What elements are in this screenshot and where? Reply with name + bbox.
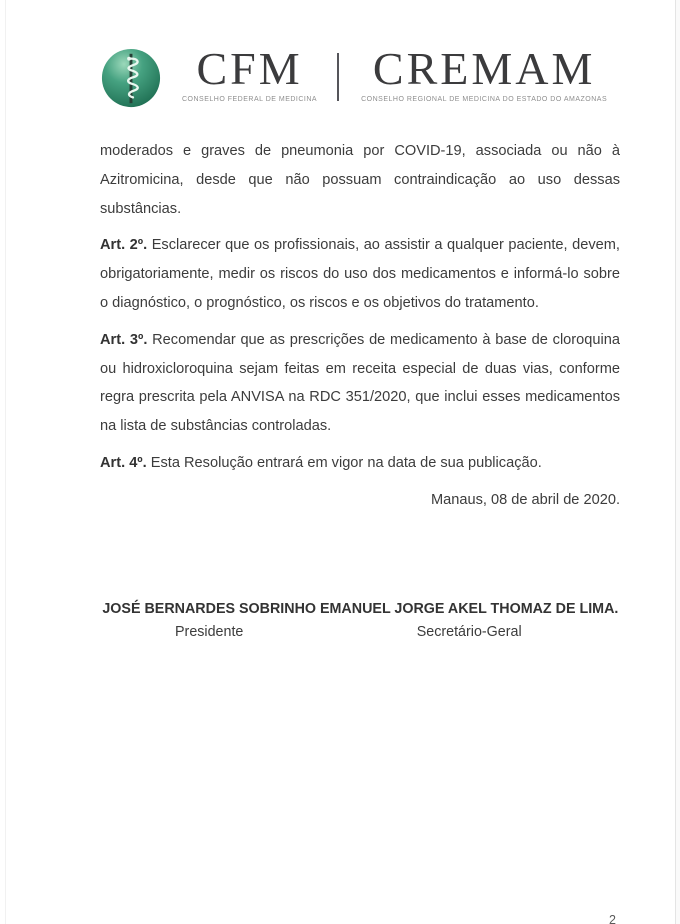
signature-block <box>100 601 620 640</box>
article-label: Art. 4º. <box>100 454 147 471</box>
letterhead-divider <box>337 53 339 101</box>
signature-role: Secretário-Geral <box>416 623 522 640</box>
paragraph-art-4 <box>100 449 620 478</box>
paragraph-art-2 <box>100 231 620 317</box>
letterhead <box>100 45 680 115</box>
scan-margin-right <box>676 0 680 924</box>
rod-of-asclepius-icon <box>100 47 162 109</box>
paragraph-text: Esclarecer que os profissionais, ao assistir a qualquer paciente, devem, obrigatoriamente, medir os riscos do uso dos medicamentos e informá-lo sobre o diagnóstico, o prognóstico, os riscos e os objetivos do tratamento. <box>100 237 620 311</box>
signature-name: EMANUEL JORGE AKEL THOMAZ DE LIMA. <box>319 600 619 617</box>
scan-edge-left <box>5 0 6 924</box>
cremam-acronym: CREMAM <box>372 43 596 94</box>
paragraph-text: moderados e graves de pneumonia por COVID-19, associada ou não à Azitromicina, desde que não possuam contraindicação ao uso dessas substâncias. <box>100 143 620 217</box>
signature-president <box>100 601 318 640</box>
scan-edge-right <box>675 0 676 924</box>
org-cfm <box>182 45 317 103</box>
paragraph-continuation <box>100 137 620 223</box>
cfm-acronym: CFM <box>196 43 303 94</box>
page-number: 2 <box>609 913 616 924</box>
signature-secretary <box>318 601 620 640</box>
article-label: Art. 3º. <box>100 331 148 348</box>
signature-role: Presidente <box>175 623 244 640</box>
document-body <box>0 115 680 640</box>
paragraph-art-3 <box>100 326 620 441</box>
cremam-subtitle: CONSELHO REGIONAL DE MEDICINA DO ESTADO DO AMAZONAS <box>361 96 608 103</box>
cfm-subtitle: CONSELHO FEDERAL DE MEDICINA <box>182 96 318 103</box>
cfm-logo <box>100 47 162 109</box>
org-cremam <box>361 45 607 103</box>
dateline: Manaus, 08 de abril de 2020. <box>430 491 620 508</box>
signature-name: JOSÉ BERNARDES SOBRINHO <box>102 600 317 617</box>
article-label: Art. 2º. <box>100 237 148 254</box>
paragraph-text: Recomendar que as prescrições de medicamento à base de cloroquina ou hidroxicloroquina sejam feitas em receita especial de duas vias, conforme regra prescrita pela ANVISA na RDC 351/2020, que inclui esses medicamentos na lista de substâncias controladas. <box>100 331 620 435</box>
paragraph-text: Esta Resolução entrará em vigor na data de sua publicação. <box>150 454 542 471</box>
